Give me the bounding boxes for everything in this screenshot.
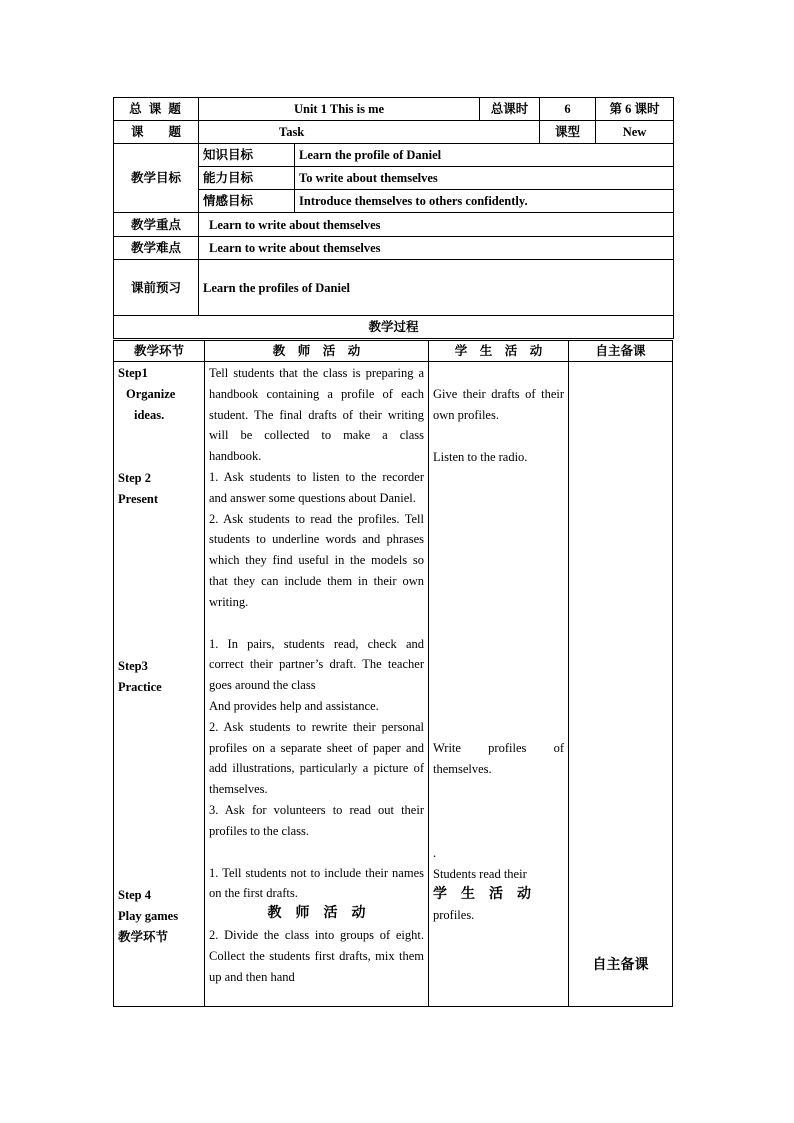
step2-teacher-1: 1. Ask students to listen to the recorder and answer some questions about Daniel. — [209, 469, 424, 505]
step2-name: Step 2 — [118, 471, 151, 485]
total-hours: 6 — [540, 98, 596, 121]
step2-sub: Present — [118, 492, 159, 506]
step3-teacher-2: 2. Ask students to rewrite their personal profiles on a separate sheet of paper and add illustrations, particularly a picture of themselves. — [209, 719, 424, 797]
step4-teacher-1: 1. Tell students not to include their names on the first drafts. — [209, 865, 424, 901]
objectives-label: 教学目标 — [114, 144, 199, 213]
step4-name: Step 4 — [118, 888, 151, 902]
period: 第 6 课时 — [596, 98, 674, 121]
lesson-type: New — [596, 121, 674, 144]
step1-student: Give their drafts of their own profiles. — [433, 387, 564, 422]
process-table — [113, 340, 673, 1007]
step4-stage-repeat: 教学环节 — [118, 930, 169, 944]
step4-notes-header-repeat: 自主备课 — [592, 958, 649, 973]
step3-sub: Practice — [118, 680, 162, 694]
step1-teacher: Tell students that the class is preparing a handbook containing a profile of each student. The final drafts of their writing will be collected to make a class handbook. — [209, 366, 424, 464]
col-student-header: 学 生 活 动 — [429, 341, 569, 362]
step4-student-header-repeat: 学 生 活 动 — [433, 886, 531, 902]
stage-column — [114, 362, 205, 1007]
step4-student-2: profiles. — [433, 908, 475, 923]
step3-teacher-1b: And provides help and assistance. — [209, 698, 379, 713]
student-column — [429, 362, 569, 1007]
step4-sub: Play games — [118, 909, 179, 923]
objective-knowledge-text: Learn the profile of Daniel — [295, 144, 674, 167]
step4-teacher-header-repeat: 教 师 活 动 — [267, 906, 366, 922]
lesson-type-label: 课型 — [540, 121, 596, 144]
lesson-info-table — [113, 97, 674, 339]
key-point-label: 教学重点 — [114, 213, 199, 237]
difficulty-label: 教学难点 — [114, 237, 199, 260]
lesson-label: 课 题 — [114, 121, 199, 144]
step3-name: Step3 — [118, 659, 148, 673]
step4-student-1: Students read their — [433, 866, 527, 881]
preview-label: 课前预习 — [114, 260, 199, 316]
objective-emotion-label: 情感目标 — [199, 190, 295, 213]
objective-emotion-text: Introduce themselves to others confidently. — [295, 190, 674, 213]
key-point-text: Learn to write about themselves — [199, 213, 674, 237]
total-hours-label: 总课时 — [480, 98, 540, 121]
step1-sub1: Organize — [126, 387, 176, 401]
objective-ability-label: 能力目标 — [199, 167, 295, 190]
objective-ability-text: To write about themselves — [295, 167, 674, 190]
lesson-title: Task — [199, 121, 540, 144]
step1-name: Step1 — [118, 366, 148, 380]
step2-teacher-2: 2. Ask students to read the profiles. Tell students to underline words and phrases which they find useful in the models so that they can include them in their own writing. — [209, 511, 424, 609]
col-teacher-header: 教 师 活 动 — [205, 341, 429, 362]
course-title: Unit 1 This is me — [199, 98, 480, 121]
step3-teacher-3: 3. Ask for volunteers to read out their profiles to the class. — [209, 802, 424, 838]
step4-student-dot: . — [433, 845, 437, 860]
difficulty-text: Learn to write about themselves — [199, 237, 674, 260]
teacher-column — [205, 362, 429, 1007]
step4-teacher-2: 2. Divide the class into groups of eight. Collect the students first drafts, mix them up and then hand — [209, 927, 424, 984]
step3-student: Write profiles of themselves. — [433, 741, 564, 777]
notes-column — [569, 362, 673, 1007]
objective-knowledge-label: 知识目标 — [199, 144, 295, 167]
process-title: 教学过程 — [114, 316, 674, 339]
step3-teacher-1: 1. In pairs, students read, check and correct their partner’s draft. The teacher goes around the class — [209, 636, 424, 693]
step1-sub2: ideas. — [134, 408, 165, 422]
col-notes-header: 自主备课 — [569, 341, 673, 362]
col-stage-header: 教学环节 — [114, 341, 205, 362]
step2-student: Listen to the radio. — [433, 449, 528, 464]
course-title-label: 总 课 题 — [114, 98, 199, 121]
preview-text: Learn the profiles of Daniel — [199, 260, 674, 316]
